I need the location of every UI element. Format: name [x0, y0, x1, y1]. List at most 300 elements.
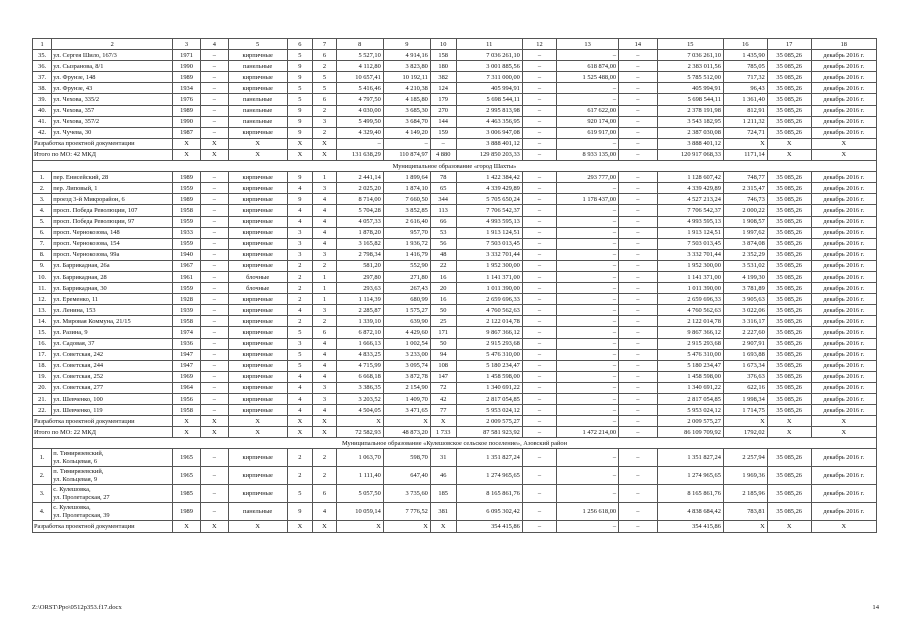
building-address: пер. Липовый, 1 [52, 183, 173, 194]
table-cell: – [522, 149, 556, 160]
table-cell: 2 [287, 283, 313, 294]
table-cell: 3 685,30 [383, 105, 430, 116]
table-cell: 1 913 124,51 [456, 227, 522, 238]
table-cell: – [522, 61, 556, 72]
table-cell: – [557, 371, 619, 382]
table-cell: 3 [313, 305, 337, 316]
table-cell: – [619, 305, 658, 316]
column-number-header: 3 [173, 39, 201, 50]
table-cell: – [522, 127, 556, 138]
table-cell: – [557, 349, 619, 360]
table-cell: X [723, 521, 767, 532]
table-cell: 4 [287, 382, 313, 393]
municipality-section-row [33, 438, 877, 449]
table-cell: 1 733 [430, 427, 456, 438]
table-cell: – [522, 249, 556, 260]
table-cell: 4 [313, 227, 337, 238]
table-cell: 1 063,70 [336, 449, 383, 467]
table-cell: 4 880 [430, 149, 456, 160]
table-cell: 120 917 068,33 [657, 149, 723, 160]
table-cell: – [200, 271, 228, 282]
table-cell: 2 009 575,27 [657, 416, 723, 427]
building-address: просп. Чернокозова, 154 [52, 238, 173, 249]
table-cell: 3 874,08 [723, 238, 767, 249]
table-cell: 4 [287, 183, 313, 194]
table-cell: 35 085,26 [767, 371, 811, 382]
table-cell: 4 [313, 405, 337, 416]
table-cell: 4 [313, 205, 337, 216]
table-cell: – [522, 427, 556, 438]
table-cell: – [619, 294, 658, 305]
table-cell: декабрь 2016 г. [811, 382, 876, 393]
building-row [33, 485, 877, 503]
table-cell: – [522, 116, 556, 127]
table-cell: X [228, 427, 287, 438]
table-cell: 3 006 947,08 [456, 127, 522, 138]
table-cell: 1959 [173, 283, 201, 294]
table-cell: 2 352,29 [723, 249, 767, 260]
table-cell: декабрь 2016 г. [811, 205, 876, 216]
table-cell: 4 149,20 [383, 127, 430, 138]
table-cell: X [313, 138, 337, 149]
table-cell: 78 [430, 172, 456, 183]
table-cell: 50 [430, 338, 456, 349]
row-number: 5. [33, 216, 52, 227]
row-number: 7. [33, 238, 52, 249]
table-cell: 9 867 366,12 [456, 327, 522, 338]
table-cell: 2 122 014,78 [657, 316, 723, 327]
building-address: ул. Фрунзе, 148 [52, 72, 173, 83]
table-cell: 1 274 965,65 [456, 467, 522, 485]
table-cell: – [619, 503, 658, 521]
table-cell: 3 [313, 183, 337, 194]
table-cell: 9 [287, 72, 313, 83]
table-cell: – [619, 349, 658, 360]
table-cell: 4 [313, 194, 337, 205]
building-address: ул. Советская, 242 [52, 349, 173, 360]
table-cell: 1 878,20 [336, 227, 383, 238]
table-cell: 56 [430, 238, 456, 249]
table-cell: 1 913 124,51 [657, 227, 723, 238]
table-cell: – [200, 485, 228, 503]
table-cell: 6 872,10 [336, 327, 383, 338]
table-cell: 35 085,26 [767, 305, 811, 316]
table-cell: – [557, 382, 619, 393]
table-cell: – [522, 316, 556, 327]
table-cell: – [619, 116, 658, 127]
table-cell: – [557, 94, 619, 105]
table-cell: 7 503 013,45 [657, 238, 723, 249]
column-number-header: 4 [200, 39, 228, 50]
table-cell: 4 838 684,42 [657, 503, 723, 521]
table-cell: 5 953 024,12 [657, 405, 723, 416]
table-cell: 2 383 011,56 [657, 61, 723, 72]
table-cell: 1 361,40 [723, 94, 767, 105]
table-cell: 35 085,26 [767, 467, 811, 485]
table-cell: 171 [430, 327, 456, 338]
table-cell: декабрь 2016 г. [811, 116, 876, 127]
building-address: ул. Шевченко, 119 [52, 405, 173, 416]
table-cell: 3 095,74 [383, 360, 430, 371]
building-row [33, 449, 877, 467]
table-cell: 129 850 203,33 [456, 149, 522, 160]
building-row [33, 327, 877, 338]
table-cell: 1 952 300,00 [657, 260, 723, 271]
table-cell: 4 797,50 [336, 94, 383, 105]
building-row [33, 227, 877, 238]
row-number: 4. [33, 205, 52, 216]
table-cell: 3 735,60 [383, 485, 430, 503]
building-address: ул. Мировая Коммуна, 21/15 [52, 316, 173, 327]
table-cell: декабрь 2016 г. [811, 94, 876, 105]
table-cell: декабрь 2016 г. [811, 467, 876, 485]
table-cell: декабрь 2016 г. [811, 271, 876, 282]
row-number: 41. [33, 116, 52, 127]
table-cell: 4 833,25 [336, 349, 383, 360]
table-cell: – [557, 416, 619, 427]
table-cell: 180 [430, 61, 456, 72]
table-cell: кирпичные [228, 305, 287, 316]
table-cell: 87 581 923,92 [456, 427, 522, 438]
table-cell: 581,20 [336, 260, 383, 271]
table-cell: 35 085,26 [767, 116, 811, 127]
table-cell: – [522, 503, 556, 521]
table-cell: 8 933 135,00 [557, 149, 619, 160]
table-cell: – [557, 405, 619, 416]
table-cell: 4 [287, 394, 313, 405]
table-cell: – [557, 249, 619, 260]
building-row [33, 72, 877, 83]
table-cell: – [200, 316, 228, 327]
table-cell: – [522, 194, 556, 205]
table-cell: – [619, 327, 658, 338]
table-cell: 1959 [173, 216, 201, 227]
table-cell: 2 [287, 260, 313, 271]
table-cell: 405 994,91 [456, 83, 522, 94]
table-cell: – [200, 61, 228, 72]
row-number: 10. [33, 271, 52, 282]
row-number: 18. [33, 360, 52, 371]
table-cell: – [619, 205, 658, 216]
table-cell: кирпичные [228, 327, 287, 338]
building-address: ул. Советская, 244 [52, 360, 173, 371]
table-cell: – [336, 138, 383, 149]
table-cell: 31 [430, 449, 456, 467]
table-cell: 267,43 [383, 283, 430, 294]
building-row [33, 260, 877, 271]
table-cell: 1 351 827,24 [657, 449, 723, 467]
table-cell: 124 [430, 83, 456, 94]
table-cell: – [200, 83, 228, 94]
table-cell: 6 [313, 327, 337, 338]
summary-row-label: Итого по МО: 22 МКД [33, 427, 173, 438]
table-cell: – [200, 205, 228, 216]
table-cell: 4 [313, 216, 337, 227]
table-cell: 1 141 371,00 [456, 271, 522, 282]
table-cell: X [811, 149, 876, 160]
table-cell: 4 [287, 405, 313, 416]
table-cell: – [200, 327, 228, 338]
table-cell: кирпичные [228, 72, 287, 83]
table-cell: 3 781,89 [723, 283, 767, 294]
table-cell: 680,99 [383, 294, 430, 305]
table-cell: 7 706 542,37 [657, 205, 723, 216]
table-cell: 1171,14 [723, 149, 767, 160]
table-cell: – [557, 394, 619, 405]
table-cell: – [557, 360, 619, 371]
table-cell: 4 185,80 [383, 94, 430, 105]
table-cell: X [313, 149, 337, 160]
column-number-header: 5 [228, 39, 287, 50]
table-cell: 1956 [173, 394, 201, 405]
table-cell: 1 128 607,42 [657, 172, 723, 183]
table-cell: 3 888 401,12 [456, 138, 522, 149]
design-docs-row [33, 138, 877, 149]
table-cell: 4 [287, 305, 313, 316]
building-row [33, 172, 877, 183]
table-cell: X [811, 427, 876, 438]
table-cell: – [522, 205, 556, 216]
table-cell: 2 315,47 [723, 183, 767, 194]
table-cell: – [619, 105, 658, 116]
column-number-header: 14 [619, 39, 658, 50]
table-cell: 6 [313, 50, 337, 61]
design-docs-row [33, 521, 877, 532]
table-cell: 1 141 371,00 [657, 271, 723, 282]
column-number-header: 9 [383, 39, 430, 50]
building-address: ул. Разина, 9 [52, 327, 173, 338]
table-cell: – [557, 227, 619, 238]
table-cell: 1 998,34 [723, 394, 767, 405]
table-cell: 1933 [173, 227, 201, 238]
table-cell: 7 660,50 [383, 194, 430, 205]
table-cell: – [557, 327, 619, 338]
table-cell: 96,43 [723, 83, 767, 94]
table-cell: – [200, 238, 228, 249]
table-cell: X [313, 521, 337, 532]
table-cell: 66 [430, 216, 456, 227]
table-cell: 35 085,26 [767, 294, 811, 305]
table-cell: 3 386,35 [336, 382, 383, 393]
table-cell: 2 616,40 [383, 216, 430, 227]
table-cell: 1 339,10 [336, 316, 383, 327]
table-cell: 4 [313, 338, 337, 349]
table-cell: – [522, 105, 556, 116]
table-cell: X [287, 416, 313, 427]
row-number: 9. [33, 260, 52, 271]
table-cell: 2 798,34 [336, 249, 383, 260]
table-cell: X [287, 149, 313, 160]
table-cell: 5 [287, 50, 313, 61]
table-cell: 1965 [173, 449, 201, 467]
table-cell: 94 [430, 349, 456, 360]
table-cell: декабрь 2016 г. [811, 338, 876, 349]
table-cell: 5 698 544,11 [657, 94, 723, 105]
table-cell: 22 [430, 260, 456, 271]
table-cell: 1985 [173, 485, 201, 503]
table-cell: 4 [287, 216, 313, 227]
table-cell: – [557, 271, 619, 282]
row-number: 22. [33, 405, 52, 416]
table-cell: 35 085,26 [767, 227, 811, 238]
table-cell: 35 085,26 [767, 338, 811, 349]
table-cell: X [173, 138, 201, 149]
table-cell: 35 085,26 [767, 105, 811, 116]
table-cell: 618 874,00 [557, 61, 619, 72]
table-cell: 7 036 261,10 [456, 50, 522, 61]
table-cell: 5 953 024,12 [456, 405, 522, 416]
table-cell: X [200, 427, 228, 438]
column-number-header: 2 [52, 39, 173, 50]
design-docs-row [33, 416, 877, 427]
table-cell: 4 504,05 [336, 405, 383, 416]
table-cell: – [200, 338, 228, 349]
table-cell: 5 785 512,00 [657, 72, 723, 83]
table-cell: – [200, 216, 228, 227]
table-cell: 35 085,26 [767, 405, 811, 416]
table-cell: 35 085,26 [767, 382, 811, 393]
building-row [33, 83, 877, 94]
table-cell: – [522, 449, 556, 467]
building-address: проезд 3-й Микрорайон, 6 [52, 194, 173, 205]
table-cell: декабрь 2016 г. [811, 503, 876, 521]
table-cell: 4 [287, 205, 313, 216]
table-cell: 2 [313, 105, 337, 116]
table-cell: – [619, 227, 658, 238]
table-cell: 72 582,93 [336, 427, 383, 438]
row-number: 42. [33, 127, 52, 138]
table-cell: 1934 [173, 83, 201, 94]
table-cell: 1958 [173, 316, 201, 327]
table-cell: X [287, 427, 313, 438]
building-address: ул. Баррикадная, 26а [52, 260, 173, 271]
table-cell: кирпичные [228, 183, 287, 194]
table-cell: 131 638,29 [336, 149, 383, 160]
table-cell: X [313, 427, 337, 438]
table-cell: 35 085,26 [767, 360, 811, 371]
column-number-header: 17 [767, 39, 811, 50]
row-number: 8. [33, 249, 52, 260]
row-number: 35. [33, 50, 52, 61]
table-cell: 354 415,86 [657, 521, 723, 532]
table-cell: 35 085,26 [767, 205, 811, 216]
table-cell: 20 [430, 283, 456, 294]
table-cell: кирпичные [228, 194, 287, 205]
table-cell: 2 659 696,33 [657, 294, 723, 305]
table-cell: X [173, 521, 201, 532]
table-cell: – [619, 271, 658, 282]
table-cell: 147 [430, 371, 456, 382]
building-row [33, 194, 877, 205]
table-cell: – [200, 360, 228, 371]
table-cell: – [522, 394, 556, 405]
column-number-header: 6 [287, 39, 313, 50]
table-cell: X [200, 138, 228, 149]
building-row [33, 105, 877, 116]
row-number: 6. [33, 227, 52, 238]
building-address: ул. Чехова, 357 [52, 105, 173, 116]
table-cell: 1989 [173, 105, 201, 116]
table-cell: 271,80 [383, 271, 430, 282]
table-cell: – [557, 449, 619, 467]
table-cell: – [619, 427, 658, 438]
table-cell: декабрь 2016 г. [811, 61, 876, 72]
table-cell: 1 969,36 [723, 467, 767, 485]
building-row [33, 371, 877, 382]
table-cell: 9 [287, 127, 313, 138]
table-cell: 4 339 429,89 [456, 183, 522, 194]
table-cell: 1 575,27 [383, 305, 430, 316]
column-number-header-row [33, 39, 877, 50]
table-cell: 1989 [173, 503, 201, 521]
table-cell: 5 180 234,47 [657, 360, 723, 371]
building-address: ул. Баррикадная, 28 [52, 271, 173, 282]
column-number-header: 7 [313, 39, 337, 50]
municipality-section-row [33, 161, 877, 172]
table-cell: – [522, 338, 556, 349]
table-cell: 5 704,28 [336, 205, 383, 216]
table-cell: 1 458 598,00 [456, 371, 522, 382]
table-cell: 1792,02 [723, 427, 767, 438]
table-cell: 344 [430, 194, 456, 205]
table-cell: 5 [287, 485, 313, 503]
table-cell: 3 852,85 [383, 205, 430, 216]
table-cell: 5 476 310,00 [456, 349, 522, 360]
building-row [33, 360, 877, 371]
building-row [33, 127, 877, 138]
table-cell: X [173, 149, 201, 160]
table-cell: 35 085,26 [767, 61, 811, 72]
table-cell: декабрь 2016 г. [811, 394, 876, 405]
table-cell: 9 [287, 105, 313, 116]
table-cell: – [522, 382, 556, 393]
table-cell: 3 [287, 249, 313, 260]
table-cell: 3 [313, 394, 337, 405]
table-cell: – [200, 105, 228, 116]
table-cell: декабрь 2016 г. [811, 194, 876, 205]
table-cell: 7 503 013,45 [456, 238, 522, 249]
table-cell: X [336, 521, 383, 532]
table-cell: кирпичные [228, 238, 287, 249]
table-cell: 3 823,80 [383, 61, 430, 72]
table-cell: кирпичные [228, 349, 287, 360]
table-cell: – [619, 94, 658, 105]
table-cell: 1 666,13 [336, 338, 383, 349]
table-cell: 5 698 544,11 [456, 94, 522, 105]
table-cell: 35 085,26 [767, 216, 811, 227]
table-cell: 3 022,06 [723, 305, 767, 316]
table-cell: 3 905,63 [723, 294, 767, 305]
table-cell: декабрь 2016 г. [811, 449, 876, 467]
table-cell: X [228, 521, 287, 532]
table-cell: – [619, 149, 658, 160]
table-cell: X [430, 416, 456, 427]
table-cell: – [522, 305, 556, 316]
table-cell: X [811, 416, 876, 427]
table-cell: кирпичные [228, 50, 287, 61]
table-cell: 1 693,88 [723, 349, 767, 360]
table-cell: 1 673,34 [723, 360, 767, 371]
table-cell: – [557, 283, 619, 294]
table-cell: – [200, 349, 228, 360]
table-cell: – [200, 116, 228, 127]
table-cell: декабрь 2016 г. [811, 360, 876, 371]
table-cell: 1 [313, 294, 337, 305]
building-address: ул. Еременко, 11 [52, 294, 173, 305]
table-cell: 3 872,78 [383, 371, 430, 382]
table-cell: – [200, 227, 228, 238]
table-cell: 1939 [173, 305, 201, 316]
